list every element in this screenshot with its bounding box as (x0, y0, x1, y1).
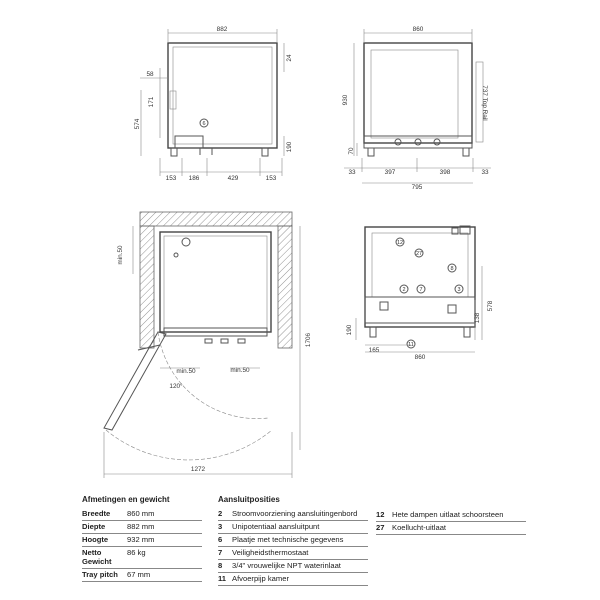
specs-title: Afmetingen en gewicht (82, 495, 170, 504)
conn-num: 3 (218, 521, 223, 531)
conn-num: 8 (218, 561, 223, 571)
dim-398: 398 (439, 169, 451, 176)
specs-table (82, 495, 202, 582)
clearance-min50-top: min.50 (117, 245, 124, 265)
side-view (134, 26, 293, 182)
callout-11: 11 (408, 342, 414, 348)
clearance-min50-a: min.50 (176, 368, 196, 375)
conn-text: Koellucht-uitlaat (392, 523, 447, 533)
conn-text: Afvoerpijp kamer (232, 574, 289, 584)
conn-text: Veiligheidsthermostaat (232, 547, 309, 557)
spec-label: Diepte (82, 521, 106, 531)
dim-153-b: 153 (265, 175, 277, 182)
connections-table (218, 495, 368, 586)
conn-text: 3/4" vrouwelijke NPT waterinlaat (232, 561, 341, 571)
front-view (342, 26, 491, 191)
conn-text: Plaatje met technische gegevens (232, 534, 344, 544)
dim-795: 795 (411, 184, 423, 191)
dim-24: 24 (286, 54, 293, 62)
dim-190-rear: 190 (346, 324, 353, 336)
dim-397: 397 (384, 169, 396, 176)
spec-value: 882 mm (127, 521, 155, 531)
spec-value: 860 mm (127, 508, 155, 518)
dim-33-b: 33 (481, 169, 489, 176)
spec-row (82, 547, 202, 569)
dim-1706: 1706 (305, 332, 312, 348)
spec-row (82, 508, 202, 521)
dim-58: 58 (146, 71, 154, 78)
callout-8: 8 (450, 266, 454, 272)
rear-view (346, 226, 494, 361)
conn-num: 12 (376, 510, 385, 519)
dim-153-a: 153 (165, 175, 177, 182)
callout-6: 6 (202, 121, 206, 127)
spec-value: 932 mm (127, 534, 155, 544)
dim-165: 165 (368, 347, 380, 354)
spec-value: 67 mm (127, 570, 151, 580)
plan-view (104, 212, 312, 478)
dim-429: 429 (227, 175, 239, 182)
dim-574: 574 (134, 118, 141, 130)
dim-side-width: 860 (412, 26, 424, 33)
dim-930: 930 (342, 94, 349, 106)
conn-text: Unipotentiaal aansluitpunt (232, 521, 320, 531)
dim-186: 186 (188, 175, 200, 182)
dim-578: 578 (487, 300, 494, 312)
callout-7: 7 (419, 287, 423, 293)
dim-1272: 1272 (190, 466, 206, 473)
conn-text: Stroomvoorziening aansluitingenbord (232, 508, 358, 518)
spec-row (82, 534, 202, 547)
spec-value: 86 kg (127, 547, 146, 557)
connections-table-right (376, 509, 526, 535)
dim-top-width: 882 (216, 26, 228, 33)
callout-2: 2 (402, 287, 406, 293)
spec-label: Tray pitch (82, 570, 118, 580)
spec-label: Hoogte (82, 534, 109, 544)
callout-12: 12 (396, 240, 404, 246)
dim-190: 190 (286, 141, 293, 153)
dim-70: 70 (348, 147, 355, 155)
conn-num: 6 (218, 534, 223, 544)
conn-num: 7 (218, 547, 223, 557)
clearance-min50-b: min.50 (230, 367, 250, 374)
conn-num: 11 (218, 574, 227, 584)
spec-row (82, 521, 202, 534)
spec-label: Netto Gewicht (82, 547, 112, 567)
connections-title: Aansluitposities (218, 495, 280, 504)
conn-num: 27 (376, 523, 385, 533)
dim-171: 171 (148, 96, 155, 108)
callout-27: 27 (415, 251, 423, 257)
callout-3: 3 (457, 287, 461, 293)
dim-138: 138 (474, 312, 481, 324)
door-angle: 120° (169, 383, 183, 390)
conn-text: Hete dampen uitlaat schoorsteen (392, 510, 504, 519)
dim-860-rear: 860 (414, 354, 426, 361)
tray-rail-label: 737 Top Rail (481, 85, 488, 121)
dim-33-a: 33 (348, 169, 356, 176)
spec-row (82, 569, 202, 582)
spec-label: Breedte (82, 508, 111, 518)
conn-num: 2 (218, 508, 223, 518)
